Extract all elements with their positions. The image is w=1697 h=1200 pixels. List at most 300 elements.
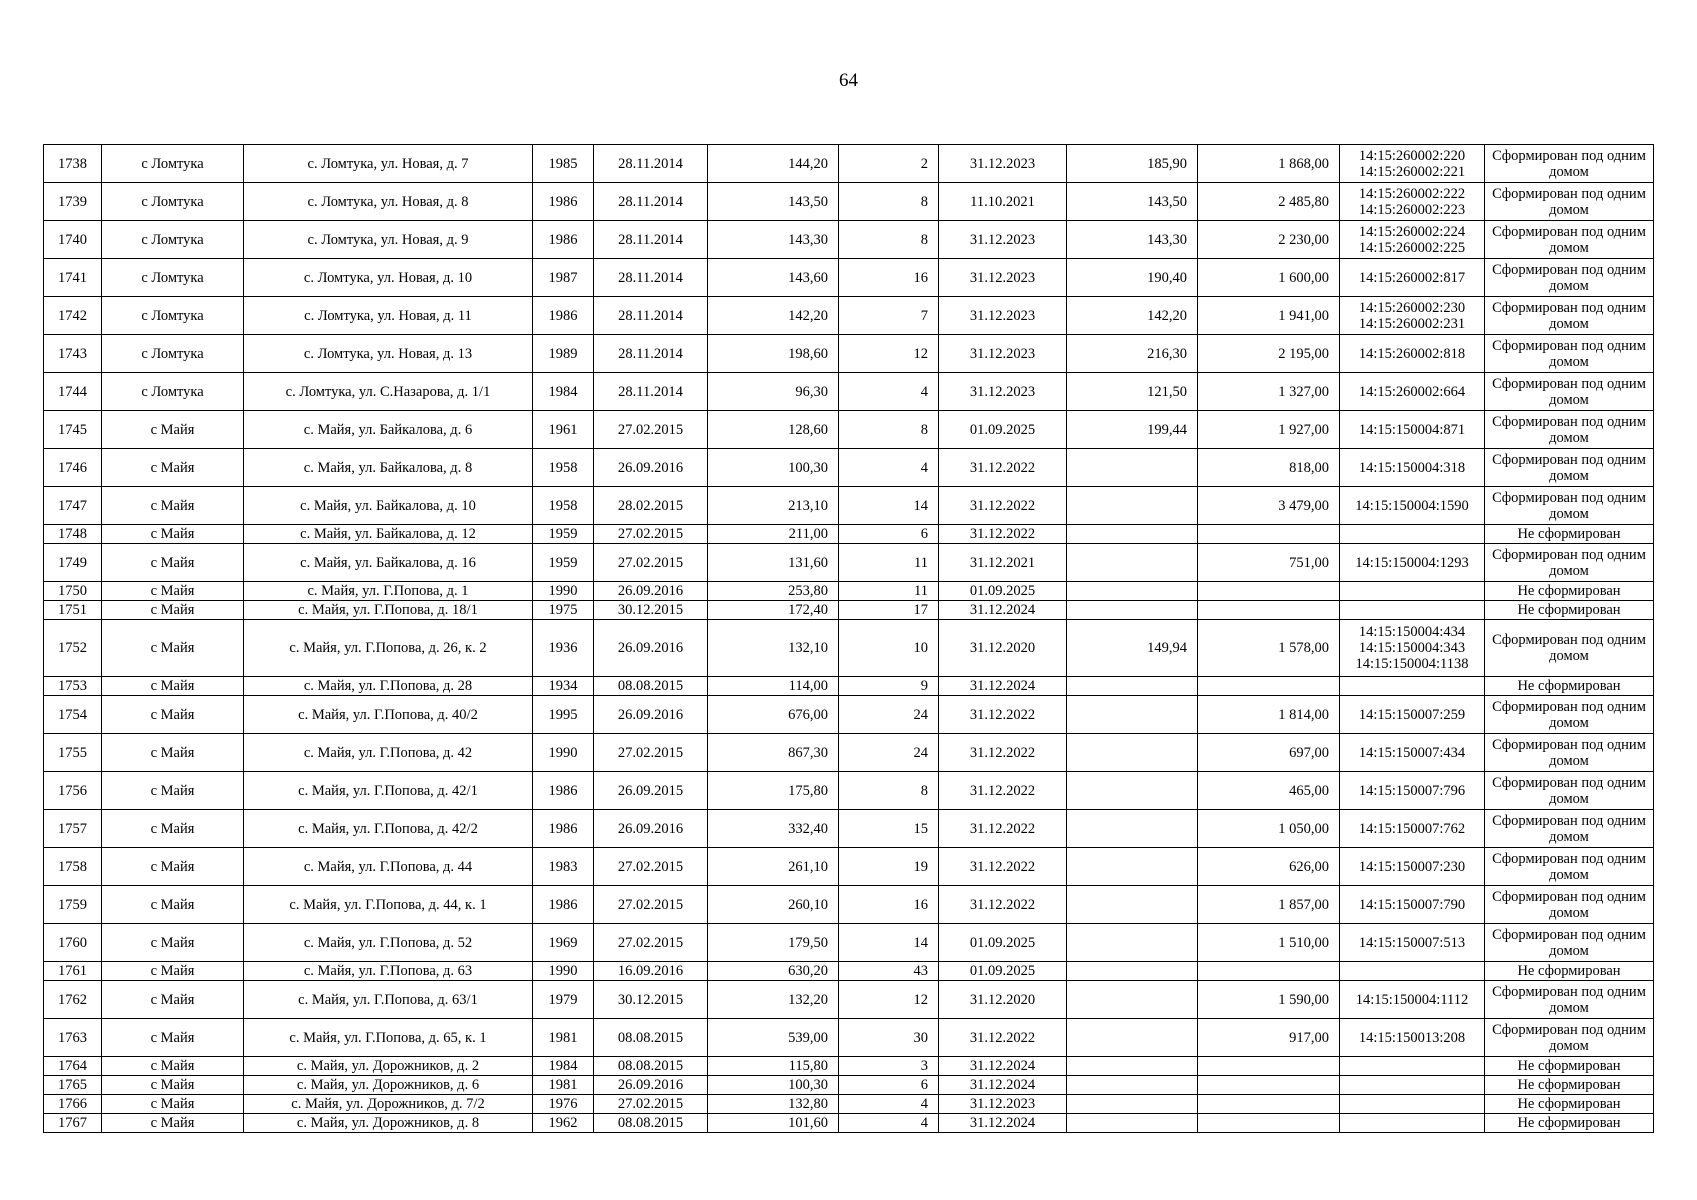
land-status-cell: Сформирован под одним домом (1485, 772, 1654, 810)
settlement-cell: с Майя (102, 620, 244, 677)
year-built-cell: 1986 (533, 297, 594, 335)
table-row (44, 544, 1654, 582)
total-area-cell: 253,80 (708, 582, 839, 601)
settlement-cell: с Майя (102, 772, 244, 810)
total-area-cell: 143,60 (708, 259, 839, 297)
table-row (44, 183, 1654, 221)
cadastral-number-cell (1340, 1057, 1485, 1076)
land-status-cell: Сформирован под одним домом (1485, 734, 1654, 772)
address-cell: с. Майя, ул. Г.Попова, д. 28 (244, 677, 533, 696)
inclusion-date-cell: 28.11.2014 (594, 221, 708, 259)
row-number-cell: 1749 (44, 544, 102, 582)
address-cell: с. Майя, ул. Байкалова, д. 8 (244, 449, 533, 487)
inclusion-date-cell: 26.09.2016 (594, 449, 708, 487)
year-built-cell: 1959 (533, 525, 594, 544)
residents-count-cell: 2 (839, 145, 939, 183)
total-area-cell: 260,10 (708, 886, 839, 924)
year-built-cell: 1981 (533, 1076, 594, 1095)
inclusion-date-cell: 27.02.2015 (594, 1095, 708, 1114)
resettlement-deadline-cell: 31.12.2022 (939, 1019, 1067, 1057)
living-area-cell (1067, 924, 1198, 962)
cadastral-number-cell: 14:15:260002:817 (1340, 259, 1485, 297)
table-row (44, 620, 1654, 677)
year-built-cell: 1987 (533, 259, 594, 297)
living-area-cell (1067, 886, 1198, 924)
cadastral-number-cell: 14:15:150004:1590 (1340, 487, 1485, 525)
row-number-cell: 1763 (44, 1019, 102, 1057)
living-area-cell (1067, 696, 1198, 734)
land-area-cell: 818,00 (1198, 449, 1340, 487)
cadastral-number-cell: 14:15:260002:664 (1340, 373, 1485, 411)
living-area-cell: 190,40 (1067, 259, 1198, 297)
resettlement-deadline-cell: 01.09.2025 (939, 924, 1067, 962)
page-number: 64 (839, 70, 858, 91)
table-row (44, 1019, 1654, 1057)
table-body (44, 145, 1654, 1133)
total-area-cell: 115,80 (708, 1057, 839, 1076)
land-area-cell: 1 600,00 (1198, 259, 1340, 297)
inclusion-date-cell: 28.11.2014 (594, 259, 708, 297)
total-area-cell: 630,20 (708, 962, 839, 981)
row-number-cell: 1743 (44, 335, 102, 373)
table-row (44, 525, 1654, 544)
living-area-cell (1067, 601, 1198, 620)
residents-count-cell: 24 (839, 734, 939, 772)
year-built-cell: 1990 (533, 734, 594, 772)
row-number-cell: 1761 (44, 962, 102, 981)
year-built-cell: 1975 (533, 601, 594, 620)
address-cell: с. Майя, ул. Г.Попова, д. 63 (244, 962, 533, 981)
living-area-cell (1067, 1076, 1198, 1095)
total-area-cell: 132,80 (708, 1095, 839, 1114)
table-row (44, 373, 1654, 411)
settlement-cell: с Майя (102, 696, 244, 734)
address-cell: с. Ломтука, ул. С.Назарова, д. 1/1 (244, 373, 533, 411)
land-area-cell: 751,00 (1198, 544, 1340, 582)
land-area-cell: 1 927,00 (1198, 411, 1340, 449)
row-number-cell: 1755 (44, 734, 102, 772)
living-area-cell (1067, 1057, 1198, 1076)
address-cell: с. Майя, ул. Г.Попова, д. 40/2 (244, 696, 533, 734)
land-status-cell: Сформирован под одним домом (1485, 183, 1654, 221)
year-built-cell: 1959 (533, 544, 594, 582)
total-area-cell: 142,20 (708, 297, 839, 335)
year-built-cell: 1990 (533, 962, 594, 981)
table-row (44, 1095, 1654, 1114)
address-cell: с. Майя, ул. Байкалова, д. 16 (244, 544, 533, 582)
settlement-cell: с Майя (102, 487, 244, 525)
settlement-cell: с Ломтука (102, 335, 244, 373)
land-status-cell: Сформирован под одним домом (1485, 848, 1654, 886)
land-status-cell: Не сформирован (1485, 677, 1654, 696)
land-area-cell: 1 590,00 (1198, 981, 1340, 1019)
resettlement-deadline-cell: 31.12.2022 (939, 772, 1067, 810)
total-area-cell: 114,00 (708, 677, 839, 696)
table-row (44, 1076, 1654, 1095)
year-built-cell: 1986 (533, 221, 594, 259)
inclusion-date-cell: 28.11.2014 (594, 297, 708, 335)
land-area-cell: 3 479,00 (1198, 487, 1340, 525)
total-area-cell: 867,30 (708, 734, 839, 772)
cadastral-number-cell: 14:15:150004:871 (1340, 411, 1485, 449)
address-cell: с. Майя, ул. Дорожников, д. 2 (244, 1057, 533, 1076)
inclusion-date-cell: 28.11.2014 (594, 335, 708, 373)
residents-count-cell: 9 (839, 677, 939, 696)
resettlement-deadline-cell: 31.12.2024 (939, 1076, 1067, 1095)
settlement-cell: с Ломтука (102, 259, 244, 297)
settlement-cell: с Ломтука (102, 145, 244, 183)
table-row (44, 772, 1654, 810)
living-area-cell (1067, 981, 1198, 1019)
settlement-cell: с Майя (102, 411, 244, 449)
living-area-cell: 216,30 (1067, 335, 1198, 373)
total-area-cell: 676,00 (708, 696, 839, 734)
settlement-cell: с Майя (102, 1057, 244, 1076)
year-built-cell: 1995 (533, 696, 594, 734)
row-number-cell: 1765 (44, 1076, 102, 1095)
row-number-cell: 1751 (44, 601, 102, 620)
land-area-cell: 1 857,00 (1198, 886, 1340, 924)
land-status-cell: Сформирован под одним домом (1485, 221, 1654, 259)
resettlement-deadline-cell: 31.12.2020 (939, 620, 1067, 677)
inclusion-date-cell: 27.02.2015 (594, 886, 708, 924)
residents-count-cell: 19 (839, 848, 939, 886)
total-area-cell: 213,10 (708, 487, 839, 525)
settlement-cell: с Ломтука (102, 297, 244, 335)
row-number-cell: 1738 (44, 145, 102, 183)
year-built-cell: 1962 (533, 1114, 594, 1133)
total-area-cell: 144,20 (708, 145, 839, 183)
resettlement-deadline-cell: 31.12.2022 (939, 525, 1067, 544)
year-built-cell: 1984 (533, 1057, 594, 1076)
row-number-cell: 1766 (44, 1095, 102, 1114)
year-built-cell: 1985 (533, 145, 594, 183)
table-row (44, 810, 1654, 848)
living-area-cell: 143,30 (1067, 221, 1198, 259)
resettlement-deadline-cell: 31.12.2020 (939, 981, 1067, 1019)
settlement-cell: с Майя (102, 924, 244, 962)
living-area-cell (1067, 962, 1198, 981)
settlement-cell: с Ломтука (102, 373, 244, 411)
year-built-cell: 1961 (533, 411, 594, 449)
cadastral-number-cell: 14:15:150004:318 (1340, 449, 1485, 487)
cadastral-number-cell (1340, 1095, 1485, 1114)
year-built-cell: 1983 (533, 848, 594, 886)
inclusion-date-cell: 28.11.2014 (594, 373, 708, 411)
land-status-cell: Сформирован под одним домом (1485, 373, 1654, 411)
table-row (44, 886, 1654, 924)
address-cell: с. Майя, ул. Г.Попова, д. 52 (244, 924, 533, 962)
residents-count-cell: 11 (839, 544, 939, 582)
settlement-cell: с Майя (102, 1095, 244, 1114)
land-area-cell: 2 230,00 (1198, 221, 1340, 259)
registry-table (43, 144, 1654, 1133)
living-area-cell (1067, 810, 1198, 848)
inclusion-date-cell: 16.09.2016 (594, 962, 708, 981)
resettlement-deadline-cell: 01.09.2025 (939, 582, 1067, 601)
resettlement-deadline-cell: 31.12.2022 (939, 487, 1067, 525)
living-area-cell (1067, 449, 1198, 487)
address-cell: с. Майя, ул. Г.Попова, д. 26, к. 2 (244, 620, 533, 677)
total-area-cell: 143,30 (708, 221, 839, 259)
living-area-cell: 121,50 (1067, 373, 1198, 411)
cadastral-number-cell: 14:15:150013:208 (1340, 1019, 1485, 1057)
cadastral-number-cell: 14:15:150007:513 (1340, 924, 1485, 962)
table-row (44, 449, 1654, 487)
table-row (44, 487, 1654, 525)
land-status-cell: Сформирован под одним домом (1485, 1019, 1654, 1057)
land-status-cell: Сформирован под одним домом (1485, 696, 1654, 734)
settlement-cell: с Майя (102, 1019, 244, 1057)
inclusion-date-cell: 26.09.2016 (594, 810, 708, 848)
residents-count-cell: 11 (839, 582, 939, 601)
resettlement-deadline-cell: 31.12.2023 (939, 221, 1067, 259)
year-built-cell: 1986 (533, 810, 594, 848)
table-row (44, 411, 1654, 449)
resettlement-deadline-cell: 31.12.2024 (939, 1057, 1067, 1076)
settlement-cell: с Майя (102, 449, 244, 487)
total-area-cell: 101,60 (708, 1114, 839, 1133)
total-area-cell: 175,80 (708, 772, 839, 810)
cadastral-number-cell: 14:15:150007:259 (1340, 696, 1485, 734)
living-area-cell: 143,50 (1067, 183, 1198, 221)
land-area-cell: 1 050,00 (1198, 810, 1340, 848)
land-area-cell: 1 941,00 (1198, 297, 1340, 335)
settlement-cell: с Майя (102, 582, 244, 601)
address-cell: с. Майя, ул. Г.Попова, д. 42/2 (244, 810, 533, 848)
address-cell: с. Майя, ул. Г.Попова, д. 42 (244, 734, 533, 772)
resettlement-deadline-cell: 31.12.2023 (939, 1095, 1067, 1114)
cadastral-number-cell (1340, 677, 1485, 696)
row-number-cell: 1744 (44, 373, 102, 411)
address-cell: с. Майя, ул. Байкалова, д. 10 (244, 487, 533, 525)
total-area-cell: 179,50 (708, 924, 839, 962)
row-number-cell: 1758 (44, 848, 102, 886)
year-built-cell: 1979 (533, 981, 594, 1019)
address-cell: с. Майя, ул. Г.Попова, д. 44, к. 1 (244, 886, 533, 924)
inclusion-date-cell: 27.02.2015 (594, 734, 708, 772)
inclusion-date-cell: 26.09.2016 (594, 696, 708, 734)
living-area-cell (1067, 582, 1198, 601)
address-cell: с. Ломтука, ул. Новая, д. 13 (244, 335, 533, 373)
inclusion-date-cell: 08.08.2015 (594, 1057, 708, 1076)
resettlement-deadline-cell: 31.12.2022 (939, 848, 1067, 886)
year-built-cell: 1986 (533, 886, 594, 924)
living-area-cell (1067, 848, 1198, 886)
inclusion-date-cell: 26.09.2016 (594, 1076, 708, 1095)
living-area-cell (1067, 544, 1198, 582)
cadastral-number-cell: 14:15:150007:434 (1340, 734, 1485, 772)
year-built-cell: 1934 (533, 677, 594, 696)
year-built-cell: 1981 (533, 1019, 594, 1057)
row-number-cell: 1748 (44, 525, 102, 544)
total-area-cell: 332,40 (708, 810, 839, 848)
residents-count-cell: 6 (839, 525, 939, 544)
total-area-cell: 131,60 (708, 544, 839, 582)
settlement-cell: с Майя (102, 886, 244, 924)
total-area-cell: 539,00 (708, 1019, 839, 1057)
land-area-cell: 1 868,00 (1198, 145, 1340, 183)
resettlement-deadline-cell: 31.12.2022 (939, 449, 1067, 487)
residents-count-cell: 16 (839, 886, 939, 924)
table-row (44, 924, 1654, 962)
inclusion-date-cell: 28.11.2014 (594, 183, 708, 221)
settlement-cell: с Майя (102, 981, 244, 1019)
address-cell: с. Ломтука, ул. Новая, д. 10 (244, 259, 533, 297)
table-row (44, 1057, 1654, 1076)
cadastral-number-cell: 14:15:150007:796 (1340, 772, 1485, 810)
residents-count-cell: 4 (839, 373, 939, 411)
resettlement-deadline-cell: 31.12.2024 (939, 677, 1067, 696)
table-row (44, 734, 1654, 772)
table-row (44, 601, 1654, 620)
cadastral-number-cell (1340, 962, 1485, 981)
settlement-cell: с Майя (102, 544, 244, 582)
living-area-cell (1067, 525, 1198, 544)
address-cell: с. Ломтука, ул. Новая, д. 9 (244, 221, 533, 259)
row-number-cell: 1745 (44, 411, 102, 449)
residents-count-cell: 8 (839, 411, 939, 449)
address-cell: с. Майя, ул. Дорожников, д. 6 (244, 1076, 533, 1095)
living-area-cell: 199,44 (1067, 411, 1198, 449)
cadastral-number-cell: 14:15:260002:818 (1340, 335, 1485, 373)
land-status-cell: Сформирован под одним домом (1485, 411, 1654, 449)
year-built-cell: 1986 (533, 183, 594, 221)
row-number-cell: 1762 (44, 981, 102, 1019)
land-area-cell: 1 510,00 (1198, 924, 1340, 962)
land-area-cell (1198, 1114, 1340, 1133)
residents-count-cell: 30 (839, 1019, 939, 1057)
land-area-cell (1198, 1057, 1340, 1076)
inclusion-date-cell: 26.09.2016 (594, 582, 708, 601)
year-built-cell: 1976 (533, 1095, 594, 1114)
year-built-cell: 1986 (533, 772, 594, 810)
cadastral-number-cell: 14:15:150004:434 14:15:150004:343 14:15:150004:1138 (1340, 620, 1485, 677)
table-row (44, 145, 1654, 183)
total-area-cell: 128,60 (708, 411, 839, 449)
resettlement-deadline-cell: 01.09.2025 (939, 962, 1067, 981)
settlement-cell: с Майя (102, 525, 244, 544)
residents-count-cell: 4 (839, 1095, 939, 1114)
address-cell: с. Ломтука, ул. Новая, д. 8 (244, 183, 533, 221)
address-cell: с. Майя, ул. Г.Попова, д. 18/1 (244, 601, 533, 620)
residents-count-cell: 7 (839, 297, 939, 335)
year-built-cell: 1936 (533, 620, 594, 677)
year-built-cell: 1989 (533, 335, 594, 373)
land-area-cell (1198, 1076, 1340, 1095)
address-cell: с. Майя, ул. Г.Попова, д. 63/1 (244, 981, 533, 1019)
land-status-cell: Сформирован под одним домом (1485, 449, 1654, 487)
table-row (44, 696, 1654, 734)
land-area-cell (1198, 582, 1340, 601)
living-area-cell: 149,94 (1067, 620, 1198, 677)
address-cell: с. Майя, ул. Г.Попова, д. 1 (244, 582, 533, 601)
living-area-cell: 185,90 (1067, 145, 1198, 183)
row-number-cell: 1767 (44, 1114, 102, 1133)
cadastral-number-cell: 14:15:260002:230 14:15:260002:231 (1340, 297, 1485, 335)
total-area-cell: 198,60 (708, 335, 839, 373)
living-area-cell (1067, 677, 1198, 696)
address-cell: с. Майя, ул. Дорожников, д. 7/2 (244, 1095, 533, 1114)
settlement-cell: с Майя (102, 601, 244, 620)
land-status-cell: Сформирован под одним домом (1485, 297, 1654, 335)
inclusion-date-cell: 27.02.2015 (594, 544, 708, 582)
row-number-cell: 1753 (44, 677, 102, 696)
inclusion-date-cell: 08.08.2015 (594, 677, 708, 696)
total-area-cell: 172,40 (708, 601, 839, 620)
living-area-cell: 142,20 (1067, 297, 1198, 335)
living-area-cell (1067, 1095, 1198, 1114)
land-status-cell: Сформирован под одним домом (1485, 981, 1654, 1019)
land-status-cell: Сформирован под одним домом (1485, 810, 1654, 848)
cadastral-number-cell: 14:15:150007:762 (1340, 810, 1485, 848)
inclusion-date-cell: 30.12.2015 (594, 601, 708, 620)
year-built-cell: 1958 (533, 449, 594, 487)
settlement-cell: с Майя (102, 1114, 244, 1133)
cadastral-number-cell: 14:15:150004:1112 (1340, 981, 1485, 1019)
address-cell: с. Ломтука, ул. Новая, д. 7 (244, 145, 533, 183)
cadastral-number-cell (1340, 525, 1485, 544)
year-built-cell: 1958 (533, 487, 594, 525)
land-area-cell (1198, 601, 1340, 620)
resettlement-deadline-cell: 31.12.2023 (939, 335, 1067, 373)
table-row (44, 297, 1654, 335)
row-number-cell: 1739 (44, 183, 102, 221)
address-cell: с. Майя, ул. Г.Попова, д. 44 (244, 848, 533, 886)
land-status-cell: Сформирован под одним домом (1485, 924, 1654, 962)
land-area-cell: 2 485,80 (1198, 183, 1340, 221)
inclusion-date-cell: 30.12.2015 (594, 981, 708, 1019)
residents-count-cell: 8 (839, 772, 939, 810)
inclusion-date-cell: 28.02.2015 (594, 487, 708, 525)
inclusion-date-cell: 26.09.2015 (594, 772, 708, 810)
residents-count-cell: 24 (839, 696, 939, 734)
land-area-cell: 626,00 (1198, 848, 1340, 886)
residents-count-cell: 10 (839, 620, 939, 677)
total-area-cell: 132,20 (708, 981, 839, 1019)
settlement-cell: с Майя (102, 734, 244, 772)
land-status-cell: Не сформирован (1485, 1114, 1654, 1133)
residents-count-cell: 16 (839, 259, 939, 297)
settlement-cell: с Майя (102, 810, 244, 848)
resettlement-deadline-cell: 31.12.2023 (939, 145, 1067, 183)
row-number-cell: 1746 (44, 449, 102, 487)
address-cell: с. Майя, ул. Г.Попова, д. 42/1 (244, 772, 533, 810)
land-status-cell: Сформирован под одним домом (1485, 145, 1654, 183)
land-status-cell: Сформирован под одним домом (1485, 886, 1654, 924)
year-built-cell: 1990 (533, 582, 594, 601)
table-row (44, 221, 1654, 259)
total-area-cell: 261,10 (708, 848, 839, 886)
row-number-cell: 1741 (44, 259, 102, 297)
resettlement-deadline-cell: 31.12.2022 (939, 734, 1067, 772)
cadastral-number-cell: 14:15:260002:224 14:15:260002:225 (1340, 221, 1485, 259)
settlement-cell: с Майя (102, 848, 244, 886)
residents-count-cell: 8 (839, 221, 939, 259)
land-area-cell (1198, 525, 1340, 544)
row-number-cell: 1759 (44, 886, 102, 924)
cadastral-number-cell (1340, 582, 1485, 601)
table-row (44, 259, 1654, 297)
year-built-cell: 1984 (533, 373, 594, 411)
row-number-cell: 1742 (44, 297, 102, 335)
address-cell: с. Майя, ул. Г.Попова, д. 65, к. 1 (244, 1019, 533, 1057)
address-cell: с. Ломтука, ул. Новая, д. 11 (244, 297, 533, 335)
inclusion-date-cell: 27.02.2015 (594, 848, 708, 886)
living-area-cell (1067, 1114, 1198, 1133)
resettlement-deadline-cell: 11.10.2021 (939, 183, 1067, 221)
resettlement-deadline-cell: 01.09.2025 (939, 411, 1067, 449)
